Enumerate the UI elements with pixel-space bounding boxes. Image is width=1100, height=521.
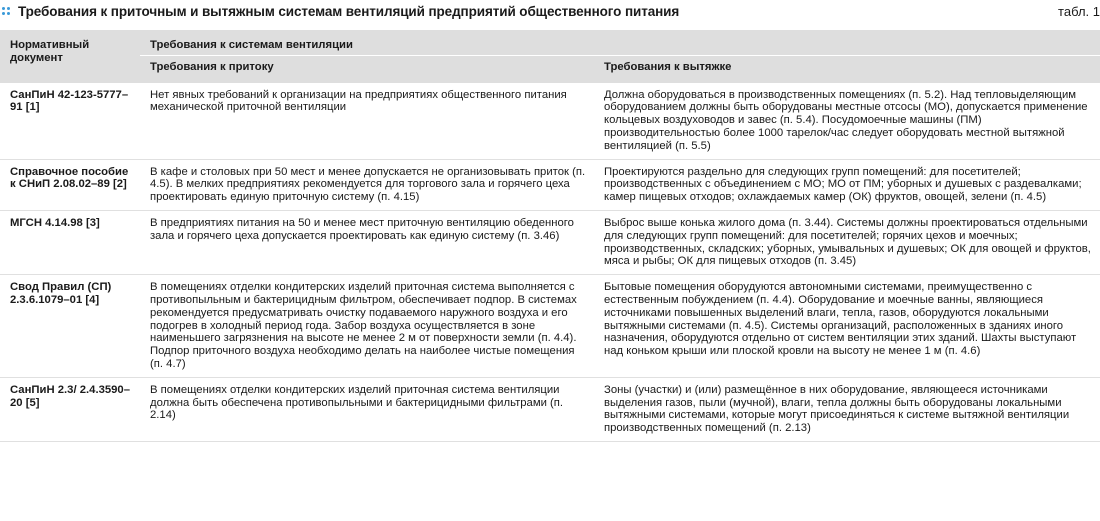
table-title: Требования к приточным и вытяжным системам вентиляций предприятий общественного питания <box>18 4 680 19</box>
exhaust-cell: Зоны (участки) и (или) размещённое в них оборудование, являющееся источниками выделения газов, пыли (мучной), влаги, тепла должны быть оборудованы локальными вытяжными системами, которые могут присоединяться к системе вытяжной вентиляции производственных помещений (п. 2.13) <box>594 377 1100 441</box>
table-row <box>0 210 1100 274</box>
supply-cell: В предприятиях питания на 50 и менее мест приточную вентиляцию обеденного зала и горячего цеха допускается проектировать как единую систему (п. 3.46) <box>140 210 594 274</box>
exhaust-cell: Бытовые помещения оборудуются автономными системами, преимущественно с естественным побуждением (п. 4.4). Оборудование и моечные ванны, являющиеся источниками повышенных выделений влаги, тепла, газов, оборудуются локальными вытяжными системами (п. 4.5). Системы организаций, расположенных в зданиях иного назначения, оборудуются отдельно от систем вентиляции этих зданий. Шахты выступают над коньком крыши или плоской кровли на высоту не менее 1 м (п. 4.6) <box>594 275 1100 378</box>
supply-cell: В помещениях отделки кондитерских изделий приточная система выполняется с противопыльным и бактерицидным фильтром, обеспечивает подпор. В системах рекомендуется предусматривать очистку подаваемого наружного воздуха и его подогрев в холодный период года. Забор воздуха осуществляется в зоне наименьшего загрязнения на высоте не менее 2 м от поверхности земли (п. 4.4). Подпор приточного воздуха необходимо делать на наиболее чистые помещения (п. 4.7) <box>140 275 594 378</box>
document-cell: Свод Правил (СП) 2.3.6.1079–01 [4] <box>0 275 140 378</box>
table-row <box>0 275 1100 378</box>
table-number-label: табл. 1 <box>1058 4 1100 19</box>
supply-cell: Нет явных требований к организации на предприятиях общественного питания механической приточной вентиляции <box>140 83 594 159</box>
bullet-dots-icon <box>2 7 12 17</box>
supply-cell: В помещениях отделки кондитерских изделий приточная система вентиляции должна быть обеспечена противопыльными и бактерицидными фильтрами (п. 2.14) <box>140 377 594 441</box>
column-header-requirements: Требования к системам вентиляции <box>140 30 1100 55</box>
document-cell: СанПиН 2.3/ 2.4.3590–20 [5] <box>0 377 140 441</box>
requirements-table <box>0 30 1100 442</box>
table-row <box>0 159 1100 210</box>
column-header-document: Нормативный документ <box>0 30 140 83</box>
table-row <box>0 83 1100 159</box>
table-title-bar <box>0 0 1100 28</box>
exhaust-cell: Должна оборудоваться в производственных помещениях (п. 5.2). Над тепловыделяющим оборудованием должны быть оборудованы местные отсосы (МО), допускается применение кольцевых воздуховодов и завес (п. 5.4). Посудомоечные машины (ПМ) производительностью более 1000 тарелок/час следует оборудовать местной вытяжной вентиляцией (п. 5.5) <box>594 83 1100 159</box>
column-header-exhaust: Требования к вытяжке <box>594 55 1100 82</box>
column-header-supply: Требования к притоку <box>140 55 594 82</box>
document-cell: Справочное пособие к СНиП 2.08.02–89 [2] <box>0 159 140 210</box>
document-cell: МГСН 4.14.98 [3] <box>0 210 140 274</box>
table-row <box>0 377 1100 441</box>
supply-cell: В кафе и столовых при 50 мест и менее допускается не организовывать приток (п. 4.5). В мелких предприятиях рекомендуется для торгового зала и горячего цеха проектировать единую приточную систему (п. 4.15) <box>140 159 594 210</box>
exhaust-cell: Выброс выше конька жилого дома (п. 3.44). Системы должны проектироваться отдельными для следующих групп помещений: для посетителей; горячих цехов и моечных; производственных, складских; уборных, умывальных и душевых; ОК для овощей и фруктов, мяса и рыбы; ОК для пищевых отходов (п. 3.45) <box>594 210 1100 274</box>
document-cell: СанПиН 42-123-5777–91 [1] <box>0 83 140 159</box>
exhaust-cell: Проектируются раздельно для следующих групп помещений: для посетителей; производственных с объединением с МО; МО от ПМ; уборных и душевых с раздевалками; камер пищевых отходов; охлаждаемых камер (ОК) фруктов, овощей, зелени (п. 4.5) <box>594 159 1100 210</box>
